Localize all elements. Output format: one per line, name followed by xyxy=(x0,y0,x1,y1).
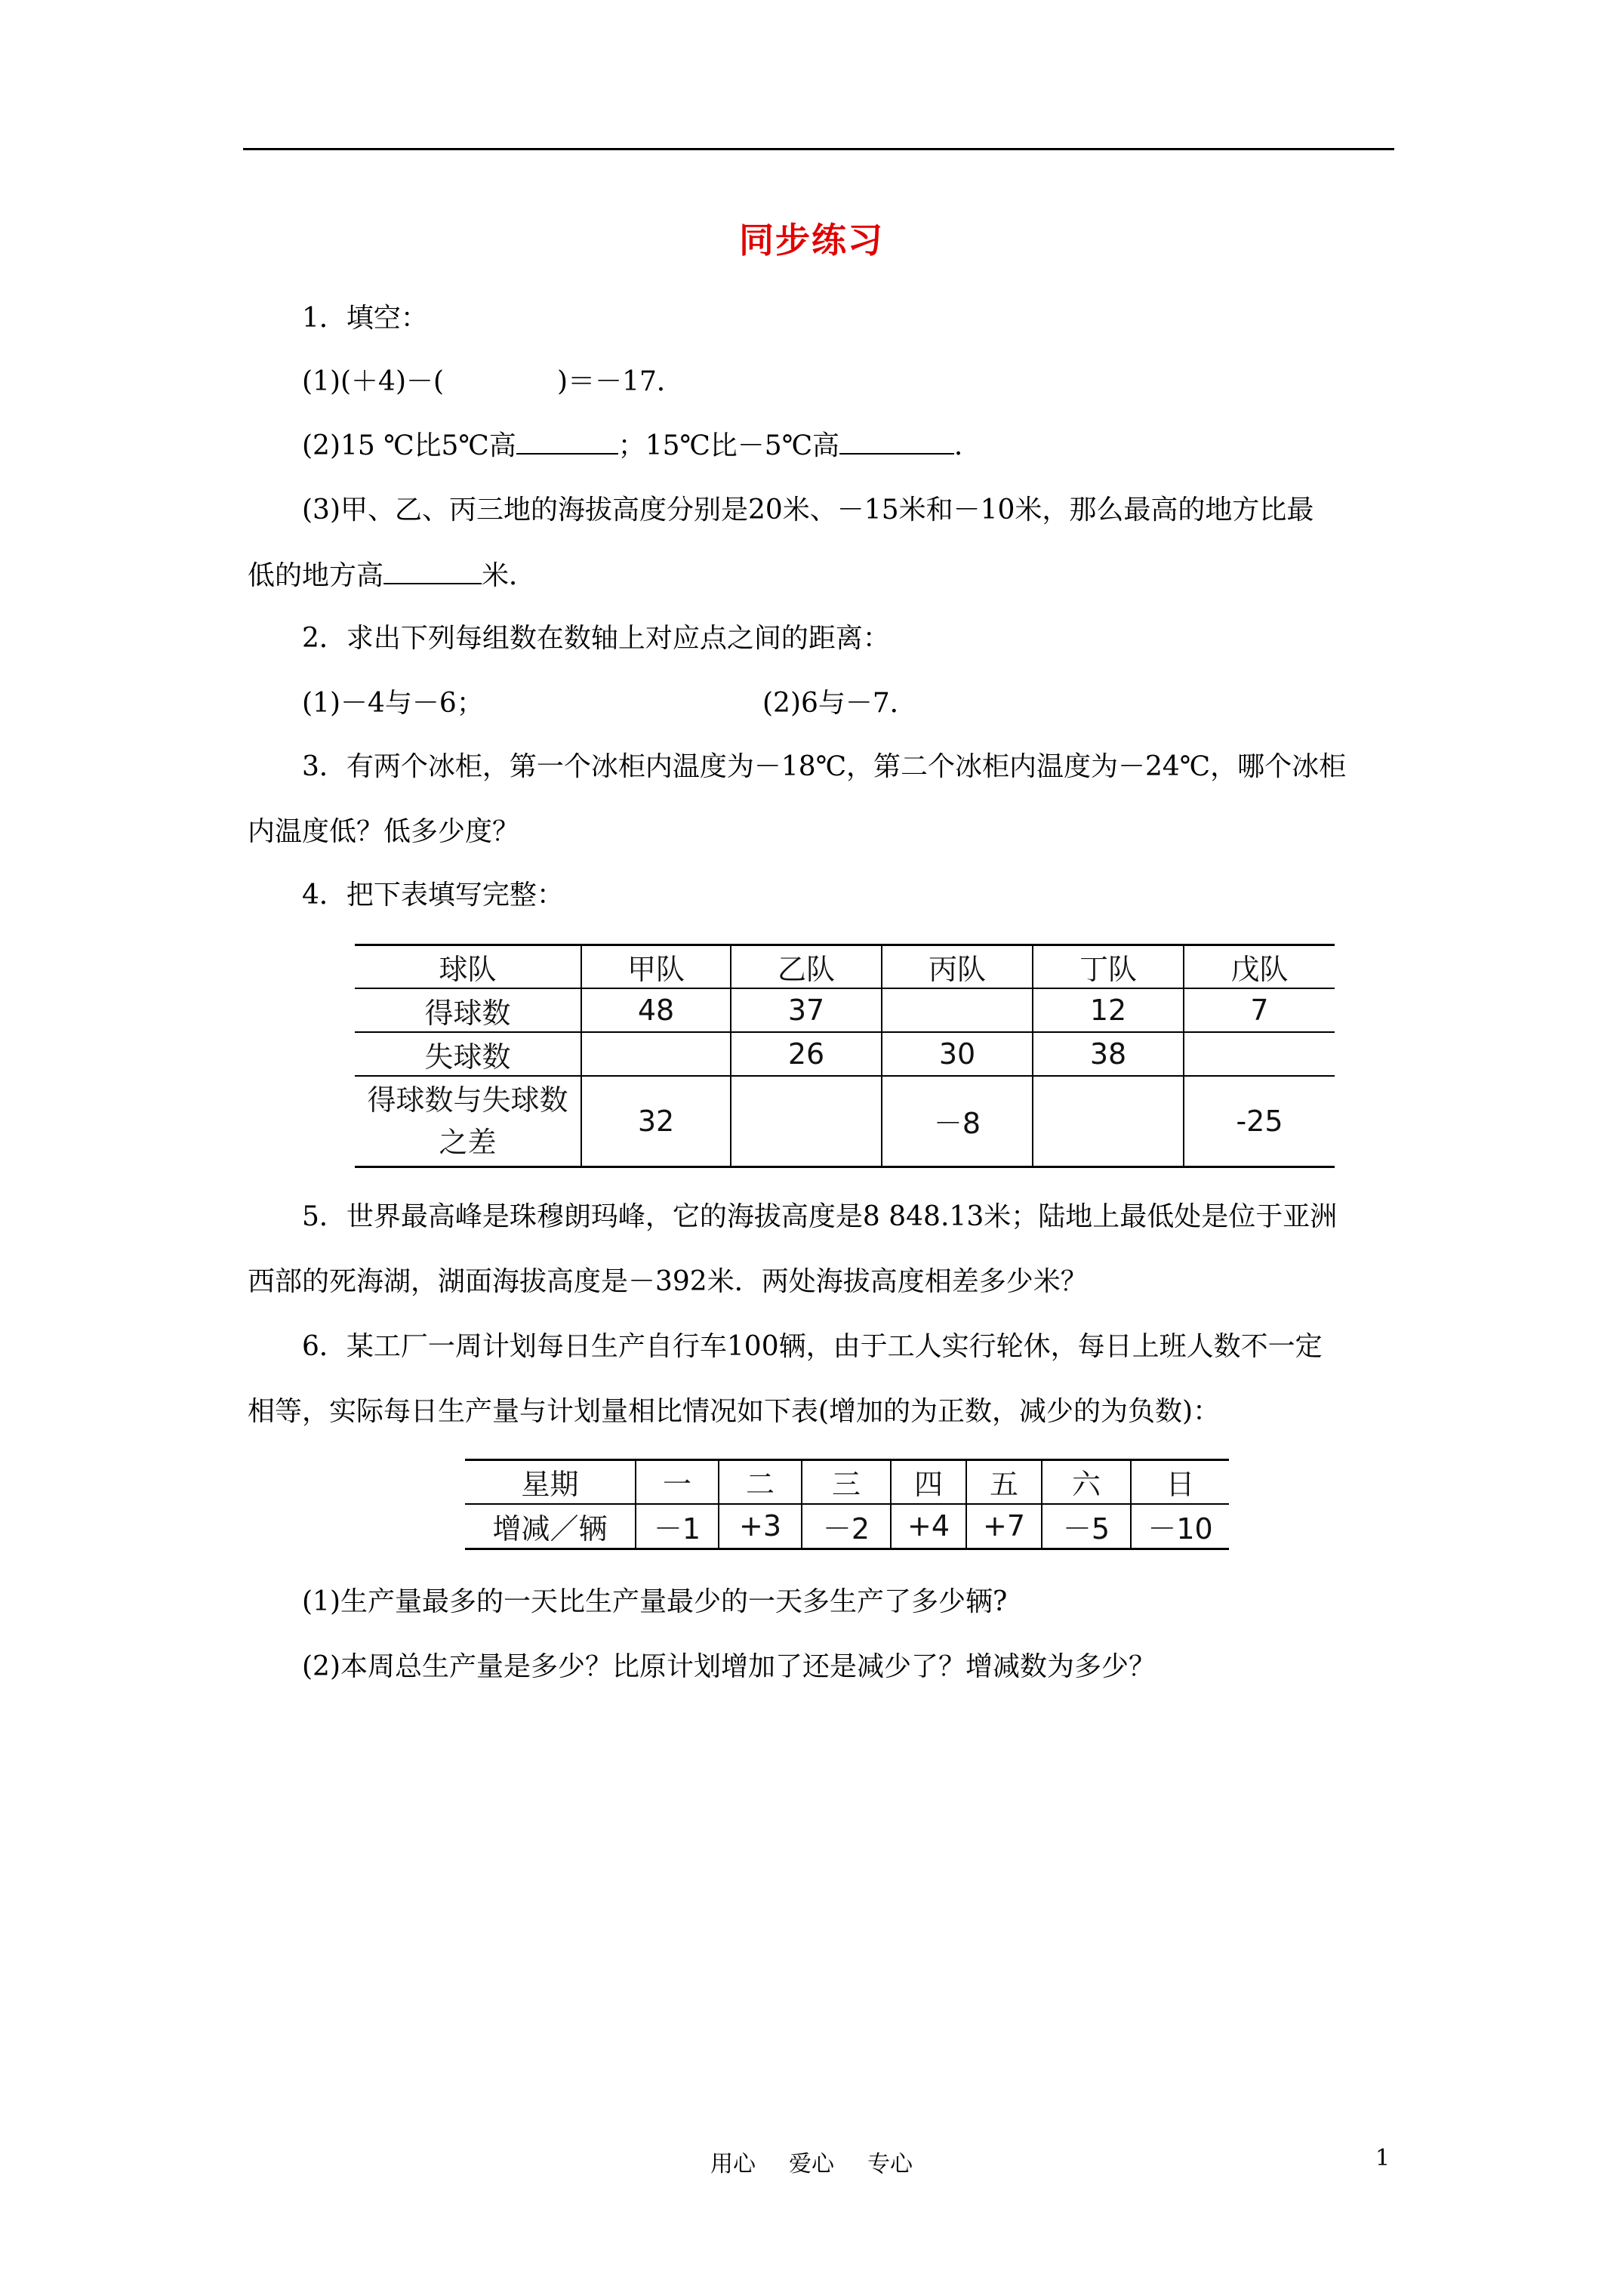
q2-part2: (2)6与－7． xyxy=(762,688,917,719)
answer-blank[interactable] xyxy=(516,427,618,455)
table-header-cell: 球队 xyxy=(439,953,497,986)
table-cell: -25 xyxy=(1184,1076,1335,1166)
table-cell: －2 xyxy=(802,1504,891,1549)
q3-line1: 3．有两个冰柜，第一个冰柜内温度为－18℃，第二个冰柜内温度为－24℃，哪个冰柜 xyxy=(302,751,1347,782)
table-cell: 37 xyxy=(731,988,882,1032)
footer-text: 专心 xyxy=(867,2151,913,2177)
q1-part3-line2 xyxy=(248,557,536,593)
q1-part3-line1: (3)甲、乙、丙三地的海拔高度分别是20米、－15米和－10米，那么最高的地方比最 xyxy=(302,495,1314,525)
table-row-label: 得球数与失球数之差 xyxy=(367,1083,568,1159)
table-cell: +3 xyxy=(719,1504,802,1549)
table-header-cell: 丁队 xyxy=(1033,945,1184,989)
goals-table xyxy=(355,944,1335,1168)
table-row-label: 失球数 xyxy=(424,1040,511,1074)
q6-part2: (2)本周总生产量是多少？比原计划增加了还是减少了？增减数为多少？ xyxy=(302,1651,1156,1682)
q6-line2: 相等，实际每日生产量与计划量相比情况如下表(增加的为正数，减少的为负数)： xyxy=(248,1396,1221,1427)
table-cell: －5 xyxy=(1042,1504,1131,1549)
table-header-cell: 二 xyxy=(719,1460,802,1504)
table-cell: －8 xyxy=(882,1076,1033,1166)
q4-heading: 4．把下表填写完整： xyxy=(302,880,564,911)
q1-part3-text-a: 低的地方高 xyxy=(248,560,384,591)
table-cell: 32 xyxy=(581,1076,731,1166)
footer-text: 爱心 xyxy=(789,2151,834,2177)
q6-part1: (1)生产量最多的一天比生产量最少的一天多生产了多少辆? xyxy=(302,1586,1008,1617)
table-cell: －10 xyxy=(1131,1504,1229,1549)
footer-text: 用心 xyxy=(710,2151,756,2177)
table-cell: +4 xyxy=(891,1504,966,1549)
q1-part2-text-c: ． xyxy=(953,430,981,461)
page-title: 同步练习 xyxy=(739,220,884,260)
answer-blank[interactable] xyxy=(839,427,954,455)
table-row-label: 增减／辆 xyxy=(492,1512,608,1546)
q1-part1-text-b: )＝－17． xyxy=(557,366,684,397)
table-cell-empty[interactable] xyxy=(731,1076,882,1166)
table-header-cell: 一 xyxy=(636,1460,719,1504)
table-cell: 38 xyxy=(1033,1032,1184,1076)
table-cell: －1 xyxy=(636,1504,719,1549)
table-header-cell: 日 xyxy=(1131,1460,1229,1504)
q2-heading: 2．求出下列每组数在数轴上对应点之间的距离： xyxy=(302,623,890,654)
table-cell: 26 xyxy=(731,1032,882,1076)
table-cell-empty[interactable] xyxy=(882,988,1033,1032)
table-header-cell: 甲队 xyxy=(581,945,731,989)
table-row xyxy=(355,1076,1335,1166)
q1-part3-text-b: 米． xyxy=(482,560,537,591)
table-cell-empty[interactable] xyxy=(581,1032,731,1076)
table-cell: 12 xyxy=(1033,988,1184,1032)
answer-blank[interactable] xyxy=(383,557,482,584)
q1-part2-text-b: ；15℃比－5℃高 xyxy=(617,430,839,461)
table-row xyxy=(465,1504,1229,1549)
production-table xyxy=(465,1459,1229,1550)
table-header-cell: 戊队 xyxy=(1184,945,1335,989)
q1-part1-text-a: (1)(＋4)－( xyxy=(302,366,445,397)
q1-heading: 1．填空： xyxy=(302,303,428,334)
q5-line2: 西部的死海湖，湖面海拔高度是－392米．两处海拔高度相差多少米？ xyxy=(248,1266,1088,1297)
table-header-cell: 丙队 xyxy=(882,945,1033,989)
table-row xyxy=(355,988,1335,1032)
table-cell: 30 xyxy=(882,1032,1033,1076)
q2-part1: (1)－4与－6； xyxy=(302,688,484,719)
table-header-cell: 四 xyxy=(891,1460,966,1504)
q1-part2-text-a: (2)15 ℃比5℃高 xyxy=(302,430,516,461)
page-number: 1 xyxy=(1375,2145,1390,2171)
header-rule xyxy=(243,148,1394,150)
table-row-label: 得球数 xyxy=(424,996,511,1030)
table-cell-empty[interactable] xyxy=(1033,1076,1184,1166)
table-row xyxy=(355,1032,1335,1076)
table-header-cell: 六 xyxy=(1042,1460,1131,1504)
table-cell: 48 xyxy=(581,988,731,1032)
q1-part1 xyxy=(302,365,684,399)
table-header-cell: 乙队 xyxy=(731,945,882,989)
q5-line1: 5．世界最高峰是珠穆朗玛峰，它的海拔高度是8 848.13米；陆地上最低处是位于亚洲 xyxy=(302,1201,1338,1232)
table-header-cell: 星期 xyxy=(521,1468,579,1502)
table-cell: +7 xyxy=(966,1504,1042,1549)
q6-line1: 6．某工厂一周计划每日生产自行车100辆，由于工人实行轮休，每日上班人数不一定 xyxy=(302,1331,1323,1362)
table-header-cell: 三 xyxy=(802,1460,891,1504)
table-header-cell: 五 xyxy=(966,1460,1042,1504)
table-header-row xyxy=(355,945,1335,989)
q1-part2 xyxy=(302,427,981,463)
table-cell: 7 xyxy=(1184,988,1335,1032)
table-cell-empty[interactable] xyxy=(1184,1032,1335,1076)
table-header-row xyxy=(465,1460,1229,1504)
q3-line2: 内温度低？低多少度？ xyxy=(248,816,520,847)
